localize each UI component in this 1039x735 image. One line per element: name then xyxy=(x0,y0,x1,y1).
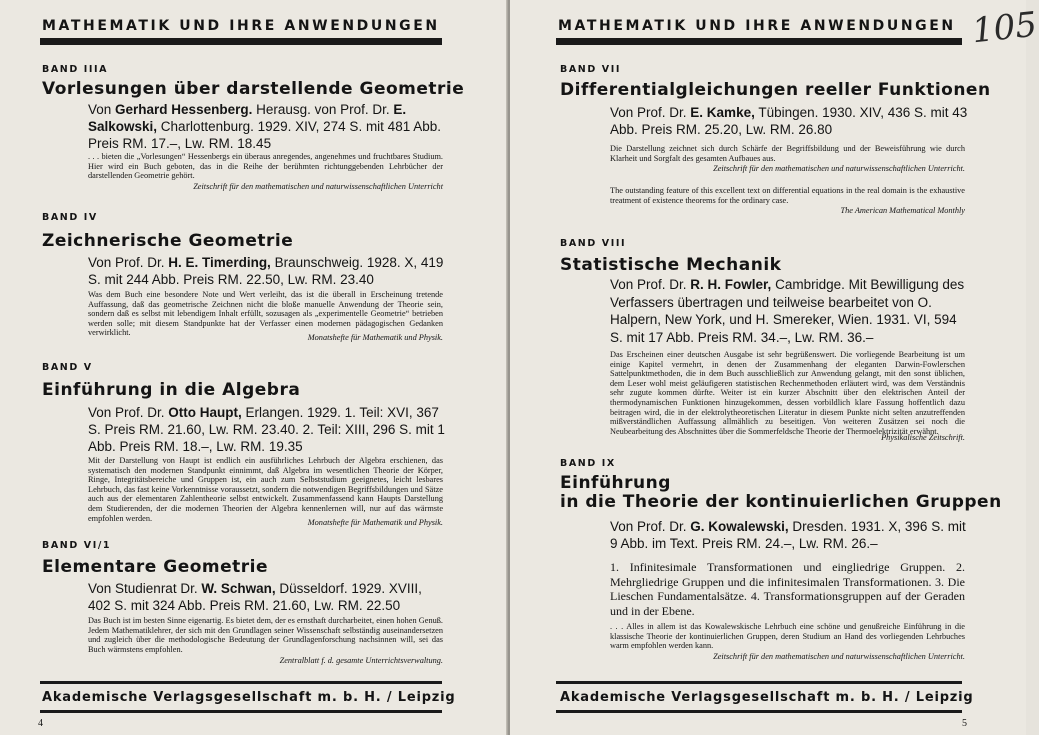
footer-rule xyxy=(40,681,442,684)
review-text: Das Erscheinen einer deutschen Ausgabe ist sehr begrüßenswert. Die vorliegende Bearbeitung ist um einige Kapitel vermehrt, in denen der Zusammenhang der eleganten Darwin-Fowlerschen Sattelpunktmethoden, die in dem Buch ausschließlich zur Anwendung gelangt, mit den sonst üblichen, dem Leser wohl meist geläufigeren statistischen Rechenmethoden erläutert wird, was dem Verständnis sehr zugute kommen dürfte. Weiter ist ein kurzer Abschnitt über den elektrischen Anteil der thermodynamischen Funktionen hinzugekommen, dessen vorbildlich klare Fassung hoffentlich dazu beitragen wird, die in der elektrolytheoretischen Literatur in diesem Punkte nicht selten anzutreffenden mißverständlichen Auffassung allmählich zu beseitigen. Von weiteren Zusätzen sei noch die Neubearbeitung des Abschnittes über die Sommerfeldsche Theorie der Thermoelektrizität erwähnt. xyxy=(610,350,965,436)
table-of-contents: 1. Infinitesimale Transformationen und eingliedrige Gruppen. 2. Mehrgliedrige Gruppen und die infinitesimalen Transformationen. 3. Die Lieschen Fundamentalsätze. 4. Transformationsgruppen auf der Geraden und in der Ebene. xyxy=(610,560,965,618)
book-title: Statistische Mechanik xyxy=(560,255,782,275)
band-label: BAND IV xyxy=(42,212,98,223)
review-text: . . . bieten die „Vorlesungen“ Hessenbergs ein überaus anregendes, angenehmes und fruchtbares Studium. Hier wird ein Buch geboten, das in die Reihe der berühmten richtunggebenden Lehrbücher der darstellenden Geometrie gehört. xyxy=(88,152,443,181)
publisher-footer: Akademische Verlagsgesellschaft m. b. H. / Leipzig xyxy=(560,690,974,705)
band-label: BAND VI/1 xyxy=(42,540,112,551)
book-title: Zeichnerische Geometrie xyxy=(42,231,294,251)
book-info: Von Prof. Dr. Otto Haupt, Erlangen. 1929. 1. Teil: XVI, 367 S. Preis RM. 21.60, Lw. RM. 23.40. 2. Teil: XIII, 296 S. mit 1 Abb. Preis RM. 18.–, Lw. RM. 19.35 xyxy=(88,405,445,454)
book-info: Von Studienrat Dr. W. Schwan, Düsseldorf. 1929. XVIII, 402 S. mit 324 Abb. Preis RM. 21.60, Lw. RM. 22.50 xyxy=(88,581,422,613)
review-text: . . . Alles in allem ist das Kowalewskische Lehrbuch eine schöne und genußreiche Einführung in die klassische Theorie der kontinuierlichen Gruppen, deren Studium an Hand des vorliegenden Lehrbuches warm empfohlen werden kann. xyxy=(610,622,965,651)
publisher-footer: Akademische Verlagsgesellschaft m. b. H. / Leipzig xyxy=(42,690,456,705)
band-label: BAND IIIA xyxy=(42,64,109,75)
book-info: Von Prof. Dr. R. H. Fowler, Cambridge. Mit Bewilligung des Verfassers übertragen und teilweise bearbeitet von O. Halpern, New York, und H. Smereker, Wien. 1931. VI, 594 S. mit 17 Abb. Preis RM. 34.–, Lw. RM. 36.– xyxy=(610,277,965,345)
review-source: Zeitschrift für den mathematischen und naturwissenschaftlichen Unterricht. xyxy=(713,652,965,661)
book-info: Von Gerhard Hessenberg. Herausg. von Prof. Dr. E. Salkowski, Charlottenburg. 1929. XIV, 274 S. mit 481 Abb. Preis RM. 17.–, Lw. RM. 18.45 xyxy=(88,102,441,151)
page-header: MATHEMATIK UND IHRE ANWENDUNGEN xyxy=(42,18,440,34)
band-label: BAND VIII xyxy=(560,238,627,249)
book-title-line: in die Theorie der kontinuierlichen Gruppen xyxy=(560,492,1002,512)
book-info: Von Prof. Dr. E. Kamke, Tübingen. 1930. XIV, 436 S. mit 43 Abb. Preis RM. 25.20, Lw. RM. 26.80 xyxy=(610,105,968,137)
book-title: Differentialgleichungen reeller Funktionen xyxy=(560,80,991,100)
review-source: Physikalische Zeitschrift. xyxy=(881,433,965,442)
book-info: Von Prof. Dr. G. Kowalewski, Dresden. 1931. X, 396 S. mit 9 Abb. im Text. Preis RM. 24.–, Lw. RM. 26.– xyxy=(610,519,966,551)
header-rule xyxy=(40,38,442,45)
band-label: BAND V xyxy=(42,362,93,373)
book-info: Von Prof. Dr. H. E. Timerding, Braunschweig. 1928. X, 419 S. mit 244 Abb. Preis RM. 22.50, Lw. RM. 23.40 xyxy=(88,255,444,287)
header-rule xyxy=(556,38,962,45)
review-text: The outstanding feature of this excellent text on differential equations in the real domain is the exhaustive treatment of existence theorems for the ordinary case. xyxy=(610,186,965,205)
review-source: Zeitschrift für den mathematischen und naturwissenschaftlichen Unterricht xyxy=(193,182,443,191)
review-source: Monatshefte für Mathematik und Physik. xyxy=(307,518,443,527)
right-page xyxy=(510,0,1039,735)
band-label: BAND VII xyxy=(560,64,621,75)
book-title: Elementare Geometrie xyxy=(42,557,269,577)
review-source: Zentralblatt f. d. gesamte Unterrichtsverwaltung. xyxy=(279,656,443,665)
review-text: Mit der Darstellung von Haupt ist endlich ein ausführliches Lehrbuch der Algebra erschienen, das systematisch den modernen Standpunkt einnimmt, daß Algebra im wesentlichen Theorie der Körper, Ringe, Integritätsbereiche und Gruppen ist, ein auch zum Selbststudium geeignetes, leicht lesbares Lehrbuch, das fast keine Vorkenntnisse voraussetzt, sondern die notwendigen Begriffsbildungen und Sätze auch aus der elementaren Zahlentheorie selbst entwickelt. Zusammenfassend kann Haupts Darstellung dem Studierenden, der die modernen Theorien der Algebra kennenlernen will, nur auf das wärmste empfohlen werden. xyxy=(88,456,443,523)
book-title: Einführung in die Algebra xyxy=(42,380,301,400)
page-number: 4 xyxy=(38,718,43,729)
review-source: Monatshefte für Mathematik und Physik. xyxy=(307,333,443,342)
page-number: 5 xyxy=(962,718,967,729)
review-text: Was dem Buch eine besondere Note und Wert verleiht, das ist die überall in Erscheinung tretende Auffassung, daß das geometrische Zeichnen nicht die bloße manuelle Anwendung der Theorie sein, sondern daß es selbst mit lebendigem Inhalt erfüllt, sozusagen als „experimentelle Geometrie“ betrieben werden solle; mit diesem Standpunkte hat der Verfasser einen modernen pädagogischen Gedanken verwirklicht. xyxy=(88,290,443,338)
band-label: BAND IX xyxy=(560,458,616,469)
review-source: The American Mathematical Monthly xyxy=(840,206,965,215)
review-source: Zeitschrift für den mathematischen und naturwissenschaftlichen Unterricht. xyxy=(713,164,965,173)
book-title-line: Einführung xyxy=(560,473,671,493)
footer-rule xyxy=(556,710,962,713)
handwritten-number: 105 xyxy=(970,4,1039,52)
review-text: Die Darstellung zeichnet sich durch Schärfe der Begriffsbildung und der Beweisführung wie durch Klarheit und Sorgfalt des gesamten Aufbaues aus. xyxy=(610,144,965,163)
page-header: MATHEMATIK UND IHRE ANWENDUNGEN xyxy=(558,18,956,34)
footer-rule xyxy=(556,681,962,684)
footer-rule xyxy=(40,710,442,713)
left-page xyxy=(0,0,508,735)
book-title: Vorlesungen über darstellende Geometrie xyxy=(42,79,465,99)
review-text: Das Buch ist im besten Sinne eigenartig. Es bietet dem, der es ernsthaft durcharbeitet, einen hohen Genuß. Jedem Mathematiklehrer, der sich mit den Grundlagen seiner Wissenschaft selbständig auseinandersetzen und zugleich über die methodologische Bedeutung der Grundlagenforschung nachsinnen will, sei das Buch wärmstens empfohlen. xyxy=(88,616,443,654)
